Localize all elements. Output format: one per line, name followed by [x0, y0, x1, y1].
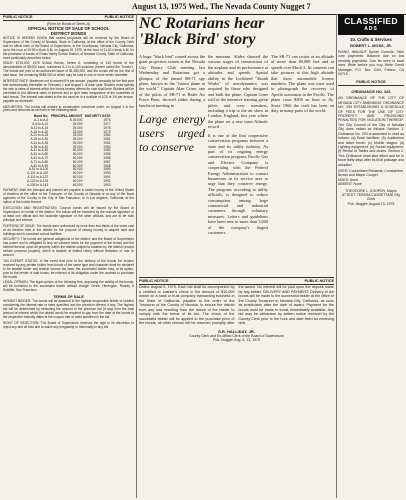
table-cell: 1986 [103, 156, 111, 161]
ordinance-signature: THEODORE L. COOPER, Mayor [345, 188, 397, 193]
table-cell: A-21 to A-25 [30, 133, 49, 138]
ordinance-title: ORDINANCE NO. 326 [351, 89, 391, 95]
notice-title: OFFICIAL NOTICE OF SALE OF SCHOOL [27, 26, 110, 31]
table-header: Bond No. [34, 114, 49, 119]
article-text: the museum. Slides showed the various stages of construction of the airplane and its performance at altitudes and speeds. Spatial ability in the Lockheed "Skunk Works" of aerodynamics was required by those who designed and built the plane. Captain Crine told of the intensive training given pilots and crew members, including a trip to the air show in London, England, last year where the plane set a new trans-Atlantic record. [208, 54, 268, 130]
table-cell: 1993 [103, 182, 111, 187]
table-cell: 1980 [103, 133, 111, 138]
table-cell: 50,000 [72, 163, 83, 168]
news-column [139, 14, 334, 498]
notice-text: Dated: August 6, 1975. Each bid shall be accompanied by a certified or cashier's check in the amount of $10,000 drawn on a bank or trust company transacting business in the State of California, payable to the order of the Treasurer of the County of Nevada, to secure the district from any loss resulting from the failure of the bidder to comply with the terms of its bid. The check of the successful bidder will be applied to the purchase price of the bonds; all other checks will be returned promptly after the award. No interest will be paid upon the deposit made by any bidder. DELIVERY AND PAYMENT: Delivery of the bonds will be made to the successful bidder at the office of the County Treasurer in Nevada City, California, as soon as practicable after the date of award. Payment for the bonds must be made in funds immediately available. Any bid may be withdrawn by written notice received by the County Clerk prior to the hour and date fixed for receiving bids. [139, 285, 334, 325]
table-cell: A-1 to A-5 [34, 118, 49, 123]
signature-name: S.R. HALLIDAY, JR. [218, 328, 255, 334]
table-cell: 1978 [103, 125, 111, 130]
table-cell: A-11 to A-15 [30, 125, 49, 130]
execution-paragraph: EXECUTION AND REGISTRATION: Coupon bonds will be issued by the Board of Supervisors on behalf of the district. The bonds will be executed by the manual signature of at least one official and the facsimile signature of the other officials, and are to be both principal and interest. [3, 206, 134, 222]
ad-name: ROBERT L. MOSS, JR. [350, 43, 392, 48]
table-row [26, 184, 112, 188]
table-cell: A-36 to A-40 [30, 144, 49, 149]
table-header: PRINCIPAL AMOUNT [50, 114, 83, 119]
table-cell: 1990 [103, 171, 111, 176]
energy-headline: Large energy users urged to conserve [139, 112, 205, 155]
table-cell: 1992 [103, 178, 111, 183]
public-notice-bar: PUBLIC NOTICE PUBLIC NOTICE [3, 15, 134, 19]
table-cell: A-41 to A-50 [30, 148, 49, 153]
headline: NC Rotarians hear 'Black Bird' story [139, 15, 265, 48]
table-cell: A-61 to A-70 [30, 156, 49, 161]
table-cell: 25,000 [72, 137, 83, 142]
table-cell: 50,000 [72, 156, 83, 161]
ordinance-ayes: AYES: Councilmen Richards, Constantine, Brown and Mayor Cooper [338, 168, 404, 178]
publication-line: Pub. Nugget: Aug. 6, 13, 1975 [213, 337, 260, 342]
table-cell: 1979 [103, 129, 111, 134]
table-cell: $ 25,000 [70, 118, 83, 123]
table-header: MATURITY DATE [85, 114, 111, 119]
issue-paragraph: ISSUE: $715,000, 1975 School Bonds, Series A, consisting of 143 bonds of the denomination of $5,000 each, numbered A-1 to A-143 inclusive (herein called the "bonds"). The bonds are part of an authorized issue of $1,280,000, and the bonds will be the first of said issue, the remaining $565,000 of which may be sold in one or more series hereafter. [3, 61, 134, 78]
rejection-paragraph: RIGHT OF REJECTION: The Board of Supervisors reserves the right in its discretion to reject any and all bids and to waive any irregularity or informality in any bid. [3, 320, 134, 329]
classified-ads-banner: CLASSIFIED ADS [338, 14, 404, 35]
table-cell: 1984 [103, 148, 111, 153]
table-cell: 50,000 [72, 159, 83, 164]
dateline: August 13, 1975 Wed., The Nevada County Nugget 7 [132, 2, 311, 11]
security-paragraph: SECURITY: The bonds are general obligations of the district, and the Board of Supervisors has power and is obligated to levy ad valorem taxes for the payment of the bonds and the interest thereon upon all property within the district subject to taxation by the district (except certain personal property, which is taxable at limited rates) without limitation of rate or amount. [3, 237, 134, 258]
table-cell: 1983 [103, 144, 111, 149]
ordinance-noes: NOES: None [338, 177, 359, 182]
ordinance-attest: ATTEST: TERESA CASSETTARI City Clerk [341, 192, 401, 202]
table-cell: 60,000 [72, 178, 83, 183]
article-text: The SR-71 can cruise at an altitude of more than 80,000 feet and at speeds over Mach 3. Its cameras can take pictures at this high altitude that show automobile license numbers. The plane was once used to photograph the recovery of Apollo astronauts in the Pacific. The plane costs $300 an hour to fly. Since 1966 the craft has been on duty in many parts of the world. [271, 54, 334, 114]
terms-paragraph: HIGHEST BIDDER: The bonds will be awarded to the highest responsible bidder or bidders considering the interest rate or rates specified and the premium offered, if any. The highest bid will be determined by deducting the amount of the premium bid (if any) from the total amount of interest which the district would be required to pay from the date of the bonds to the respective maturity dates at the coupon rate or rates specified in the bid. [3, 299, 134, 319]
interest-paragraph: INTEREST RATE: Maximum not to exceed 8% per annum, payable annually for the first year and semiannually thereafter on February 1 and August 1 of each year. Bidders must specify the rate or rates of interest which the bonds hereby offered for sale shall bear. Bidders will be permitted to bid different rates of interest and to split rates irrespective of the maturities of said bonds. The interest rate stated in the bid must be in a multiple of 1/20 of 1% per annum, payable as aforesaid. [3, 79, 134, 103]
column-rule [336, 14, 337, 498]
table-cell: A-71 to A-80 [30, 159, 49, 164]
ordinance-absent: ABSENT: None [338, 182, 362, 187]
table-cell: 50,000 [72, 152, 83, 157]
terms-heading: TERMS OF SALE [53, 295, 84, 300]
article-column-a [139, 54, 205, 158]
table-cell: 50,000 [72, 171, 83, 176]
table-cell: A-123 to A-134 [26, 178, 49, 183]
table-cell: A-81 to A-90 [30, 163, 49, 168]
maturities-paragraph: MATURITIES: The bonds will mature in consecutive numerical order, on August 1 in the years and amounts as set forth in the following table: [3, 104, 134, 113]
table-cell: A-101 to A-110 [27, 171, 49, 176]
notice-subtitle: DISTRICT BONDS [50, 31, 87, 36]
article-text: A huge "black bird" roared across the giant projection screen at the Nevada City Rotary Club meeting last Wednesday and Rotarians got a glimpse of the famed SR-71 spy plane, known as the "fastest plane in the world." Captain Alan Crine, one of the pilots of SR-71 at Beale Air Force Base, showed slides during a luncheon meeting in [139, 54, 205, 108]
table-cell: A-26 to A-30 [30, 137, 49, 142]
table-cell: A-6 to A-10 [32, 121, 49, 126]
purpose-paragraph: PURPOSE OF ISSUE: The bonds were authorized by more than two-thirds of the votes cast at an election held in the district for the purpose of raising money to acquire land and buildings and to construct school facilities. [3, 223, 134, 236]
table-cell: A-111 to A-122 [27, 175, 49, 180]
article-column-c [271, 54, 334, 113]
table-cell: 1982 [103, 140, 111, 145]
energy-article: It is one of the first cooperative conservation programs between a state and its utility industry. As part of its ongoing energy conservation program, Pacific Gas and Electric Company is cooperating with the Federal Energy Administration to contact businesses in its service area to urge that they conserve energy. The program, according to utility officials, is designed to reduce consumption among large commercial and industrial customers through voluntary measures. Letters and guidelines have been sent to more than 3,000 of the company's largest customers. [208, 132, 268, 235]
table-cell: A-31 to A-35 [30, 140, 49, 145]
table-cell: 25,000 [72, 129, 83, 134]
table-cell: A-51 to A-60 [30, 152, 49, 157]
table-cell: 45,000 [72, 182, 83, 187]
classifieds-column [338, 14, 404, 498]
notice-intro: NOTICE IS HEREBY GIVEN that sealed proposals will be received by the Board of Supervisors of the County of Nevada, State of California, at the office of the County Clerk and ex officio clerk of the Board of Supervisors, in the Courthouse, Nevada City, California, up to the hour of 10:00 o'clock A.M. on August 19, 1975, at the hour of 11:00 o'clock A.M. for the purchase of bonds of Grass Valley School District, of Nevada County, State of California, more particularly described below. [3, 36, 134, 60]
table-cell: A-135 to A-143 [26, 182, 49, 187]
table-cell: 1987 [103, 159, 111, 164]
table-cell: 50,000 [72, 148, 83, 153]
table-cell: 1977 [103, 121, 111, 126]
publication-line: Pub. Nugget: August 13, 1975 [347, 201, 395, 206]
table-cell: 25,000 [72, 133, 83, 138]
table-cell: 1976 [103, 118, 111, 123]
table-cell: 1988 [103, 163, 111, 168]
table-cell: 25,000 [72, 140, 83, 145]
ordinance-body: AN ORDINANCE OF THE CITY OF NEVADA CITY AMENDING ORDINANCE NO. 293 ESTABLISHING A SCHEDULE OF FEES FOR THE USE OF CITY PROPERTY AND PROVIDING PENALTIES FOR VIOLATION THEREOF. The City Council of the City of Nevada City does ordain as follows: Section 1. Ordinance No. 293 is amended to read as follows: (a) Bowl facilities: (b) Auditorium and ticket booth: (c) Mobile stages: (d) Lighting equipment: (e) Sound equipment: (f) Rental of Tables and chairs. Section 2. This Ordinance shall take effect and be in force thirty days after its final passage and adoption. [338, 96, 404, 167]
public-notice-bar: PUBLIC NOTICE [338, 79, 404, 86]
table-cell: 1991 [103, 175, 111, 180]
public-notice-bar: PUBLIC NOTICE PUBLIC NOTICE [139, 279, 334, 283]
table-cell: 60,000 [72, 175, 83, 180]
section-heading: 10. Crafts & Services [350, 37, 392, 42]
tax-paragraph: TAX EXEMPT STATUS: In the event that prior to the delivery of the bonds the income received by any private holder from bonds of the same type and character shall be declared to be taxable under any federal income tax laws, the successful bidder may, at its option, prior to the tender of said bonds, be relieved of its obligation under the contract to purchase the bonds. [3, 258, 134, 279]
form-line: (Form for Bonds of Series A) [46, 22, 91, 26]
column-rule [136, 14, 137, 498]
legal-paragraph: LEGAL OPINION: The legal opinion of the following firm, approving the validity of the bonds, will be furnished to the successful bidder without charge: Orrick, Herrington, Rowley & Sutcliffe, San Francisco. [3, 280, 134, 293]
table-cell: 1981 [103, 137, 111, 142]
table-cell: 25,000 [72, 125, 83, 130]
table-cell: 25,000 [72, 121, 83, 126]
payment-paragraph: PAYMENT: Both the principal and interest are payable in lawful money of the United States of America at the office of the Treasurer of the County of Nevada or at any of the fiscal agencies of the County in the City of San Francisco, or in Los Angeles, California, at the option of the holder thereof. [3, 188, 134, 205]
article-column-b [208, 54, 268, 235]
table-cell: 1985 [103, 152, 111, 157]
ad-body: PIANO, WALNUT Spinet Console. Take over payments. Balance due on low monthly payments. Can be seen in local area. Write before you buy. Write Credit Manager, P.O. Box 1104, Fresno, CA 93715. [338, 50, 404, 77]
table-cell: 25,000 [72, 144, 83, 149]
table-cell: 1989 [103, 167, 111, 172]
bond-notice-continued [139, 277, 334, 342]
page-header [0, 0, 406, 15]
table-cell: 50,000 [72, 167, 83, 172]
bond-maturity-table [26, 115, 112, 187]
table-cell: A-91 to A-100 [28, 167, 49, 172]
table-cell: A-16 to A-20 [30, 129, 49, 134]
bond-sale-notice [3, 14, 134, 498]
signature-title: County Clerk and Ex-officio Clerk of the Board of Supervisors [189, 333, 284, 338]
